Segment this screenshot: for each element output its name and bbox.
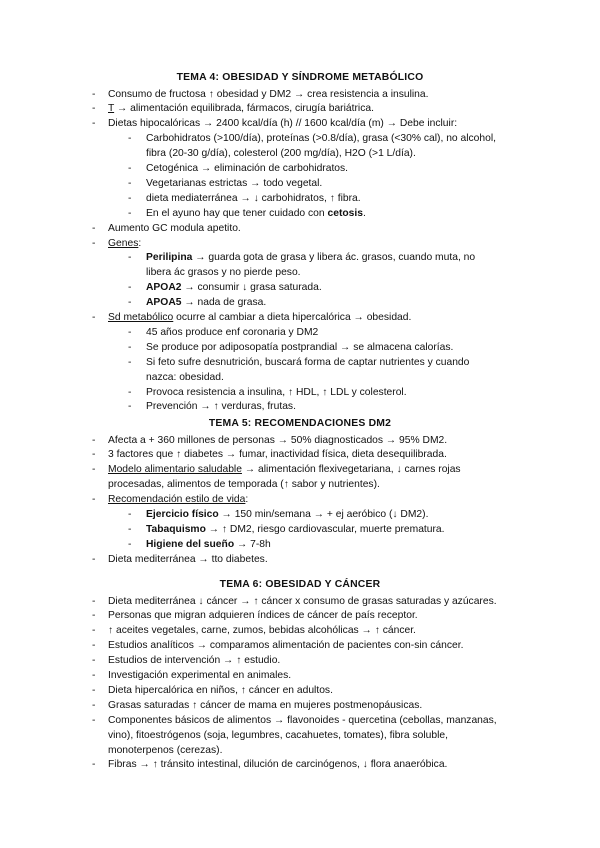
list-item-line (108, 639, 463, 654)
bullet-dash: - (128, 509, 132, 520)
list-item-line (108, 609, 418, 624)
text-run: Dieta mediterránea → tto diabetes. (108, 553, 268, 565)
text-run: Dieta hipercalórica en niños, ↑ cáncer en adultos. (108, 684, 333, 696)
bullet-dash: - (92, 759, 96, 771)
sub-list-item-line (146, 508, 428, 523)
list-item-line (108, 744, 222, 759)
bullet-dash: - (128, 207, 132, 219)
bullet-dash: - (128, 177, 132, 189)
list-item-line (108, 117, 457, 132)
bullet-dash: - (92, 625, 96, 637)
sub-list-item-line (146, 251, 475, 266)
bold-term: APOA2 (146, 282, 182, 294)
list-item-line (108, 463, 461, 478)
sub-list-item-line (146, 162, 348, 177)
list-item-line (108, 553, 268, 568)
text-run: → alimentación equilibrada, fármacos, cirugía bariátrica. (114, 103, 374, 115)
bullet-dash: - (92, 88, 96, 100)
bullet-dash: - (128, 523, 132, 535)
list-item-line (108, 758, 447, 773)
bullet-dash: - (92, 449, 96, 461)
underlined-term: Modelo alimentario saludable (108, 464, 242, 476)
bullet-dash: - (92, 655, 96, 667)
text-run: Estudios analíticos → comparamos alimentación de pacientes con-sin cáncer. (108, 640, 464, 652)
list-item-line (108, 669, 291, 684)
text-run: Consumo de fructosa ↑ obesidad y DM2 → crea resistencia a insulina. (108, 88, 429, 100)
text-run: procesadas, alimentos de temporada (↑ sabor y nutrientes). (108, 479, 380, 491)
text-run: Aumento GC modula apetito. (108, 222, 241, 234)
list-item-line (108, 624, 416, 639)
bullet-dash: - (128, 341, 132, 353)
text-run: monoterpenos (cerezas). (108, 744, 223, 756)
sub-list-item-line (146, 192, 361, 207)
list-item-line (108, 684, 333, 699)
text-run: 45 años produce enf coronaria y DM2 (146, 326, 319, 338)
section-heading: TEMA 6: OBESIDAD Y CÁNCER (219, 579, 381, 590)
bullet-dash: - (128, 252, 132, 264)
text-run: → ↑ DM2, riesgo cardiovascular, muerte prematura. (205, 523, 445, 535)
bullet-dash: - (128, 326, 132, 338)
sub-list-item-line (146, 266, 301, 281)
text-run: libera ác grasos y no pierde peso. (146, 267, 301, 279)
text-run: Provoca resistencia a insulina, ↑ HDL, ↑ LDL y colesterol. (146, 386, 407, 398)
sub-list-item-line (146, 147, 416, 162)
text-run: Dietas hipocalóricas → 2400 kcal/día (h) // 1600 kcal/día (m) → Debe incluir: (108, 118, 458, 130)
text-run: → guarda gota de grasa y libera ác. grasos, cuando muta, no (192, 252, 476, 264)
text-run: dieta mediaterránea → ↓ carbohidratos, ↑ fibra. (146, 192, 361, 204)
list-item-line (108, 448, 447, 463)
list-item-line (108, 595, 497, 610)
bullet-dash: - (92, 464, 96, 476)
list-item-line (108, 311, 411, 326)
bullet-dash: - (128, 386, 132, 398)
text-run: Grasas saturadas ↑ cáncer de mama en mujeres postmenopáusicas. (108, 699, 423, 711)
underlined-term: Genes (108, 237, 139, 249)
text-run: . (362, 207, 366, 219)
sub-list-item-line (146, 207, 366, 222)
bullet-dash: - (92, 699, 96, 711)
bullet-dash: - (92, 640, 96, 652)
bullet-dash: - (92, 670, 96, 681)
text-run: : (245, 494, 249, 506)
bullet-dash: - (92, 222, 96, 234)
bullet-dash: - (92, 714, 96, 726)
bullet-dash: - (128, 401, 132, 413)
text-run: fibra (20-30 g/día), colesterol (200 mg/día), H2O (>1 L/día). (146, 148, 416, 160)
text-run: → nada de grasa. (181, 297, 267, 309)
text-run: : (138, 237, 142, 249)
list-item-line (108, 699, 422, 714)
underlined-term: Sd metabólico (108, 312, 174, 323)
text-run: → alimentación flexivegetariana, ↓ carnes rojas (241, 464, 461, 476)
text-run: Prevención → ↑ verduras, frutas. (146, 401, 296, 413)
sub-list-item-line (146, 523, 445, 538)
bullet-dash: - (92, 312, 96, 323)
bullet-dash: - (92, 103, 96, 115)
bullet-dash: - (128, 297, 132, 309)
text-run: ↑ aceites vegetales, carne, zumos, bebidas alcohólicas → ↑ cáncer. (108, 625, 416, 637)
text-run: Si feto sufre desnutrición, buscará forma de captar nutrientes y cuando (146, 356, 470, 368)
text-run: Afecta a + 360 millones de personas → 50% diagnosticados → 95% DM2. (108, 434, 448, 446)
bullet-dash: - (92, 118, 96, 130)
bullet-dash: - (92, 595, 96, 607)
underlined-term: T (108, 103, 115, 115)
sub-list-item-line (146, 281, 322, 296)
text-run: Componentes básicos de alimentos → flavonoides - quercetina (cebollas, manzanas, (108, 714, 497, 726)
bold-term: Perilipina (146, 252, 193, 264)
bullet-dash: - (92, 494, 96, 506)
sub-list-item-line (146, 356, 469, 371)
text-run: Fibras → ↑ tránsito intestinal, dilución de carcinógenos, ↓ flora anaeróbica. (108, 759, 448, 771)
sub-list-item-line (146, 538, 271, 553)
text-run: Carbohidratos (>100/día), proteínas (>0.8/día), grasa (<30% cal), no alcohol, (146, 133, 497, 145)
sub-list-item-line (146, 386, 407, 401)
text-run: Dieta mediterránea ↓ cáncer → ↑ cáncer x consumo de grasas saturadas y azúcares. (108, 595, 497, 607)
bold-term: Higiene del sueño (146, 538, 235, 550)
bold-term: Ejercicio físico (146, 509, 219, 520)
bullet-dash: - (92, 237, 96, 249)
text-run: vino), fitoestrógenos (soja, legumbres, cacahuetes, tomates), fibra soluble, (108, 729, 448, 741)
bullet-dash: - (92, 684, 96, 696)
text-run: → consumir ↓ grasa saturada. (181, 282, 322, 294)
bullet-dash: - (92, 610, 96, 622)
underlined-term: Recomendación estilo de vida (108, 494, 246, 506)
list-item-line (108, 237, 141, 252)
list-item-line (108, 102, 374, 117)
bullet-dash: - (92, 434, 96, 446)
bullet-dash: - (128, 192, 132, 204)
sub-list-item-line (146, 177, 322, 192)
text-run: 3 factores que ↑ diabetes → fumar, inactividad física, dieta desequilibrada. (108, 449, 447, 461)
sub-list-item-line (146, 132, 496, 147)
text-run: Vegetarianas estrictas → todo vegetal. (146, 177, 323, 189)
list-item-line (108, 493, 248, 508)
text-run: → 7-8h (234, 538, 271, 550)
text-run: → 150 min/semana → + ej aeróbico (↓ DM2). (218, 509, 429, 520)
list-item-line (108, 714, 497, 729)
bullet-dash: - (128, 282, 132, 294)
bullet-dash: - (128, 163, 132, 174)
section-heading: TEMA 5: RECOMENDACIONES DM2 (208, 418, 392, 429)
text-run: Estudios de intervención → ↑ estudio. (108, 655, 281, 667)
list-item-line (108, 222, 241, 237)
bold-term: cetosis (327, 207, 363, 219)
bullet-dash: - (92, 553, 96, 565)
text-run: ocurre al cambiar a dieta hipercalórica → obesidad. (173, 312, 412, 323)
sub-list-item-line (146, 341, 453, 356)
sub-list-item-line (146, 400, 296, 415)
list-item-line (108, 654, 280, 669)
bullet-dash: - (128, 356, 132, 368)
list-item-line (108, 88, 429, 103)
list-item-line (108, 729, 448, 744)
sub-list-item-line (146, 296, 266, 311)
list-item-line (108, 434, 447, 449)
sub-list-item-line (146, 326, 318, 341)
text-run: Personas que migran adquieren índices de cáncer de país receptor. (108, 610, 418, 622)
text-run: Cetogénica → eliminación de carbohidratos. (146, 163, 349, 174)
text-run: En el ayuno hay que tener cuidado con (146, 207, 328, 219)
text-run: Se produce por adiposopatía postprandial → se almacena calorías. (146, 341, 454, 353)
text-run: Investigación experimental en animales. (108, 670, 292, 681)
bullet-dash: - (128, 538, 132, 550)
list-item-line (108, 478, 380, 493)
sub-list-item-line (146, 371, 224, 386)
bold-term: APOA5 (146, 297, 182, 309)
section-heading: TEMA 4: OBESIDAD Y SÍNDROME METABÓLICO (176, 72, 424, 83)
bullet-dash: - (128, 133, 132, 145)
text-run: nazca: obesidad. (146, 371, 224, 383)
bold-term: Tabaquismo (146, 523, 206, 535)
